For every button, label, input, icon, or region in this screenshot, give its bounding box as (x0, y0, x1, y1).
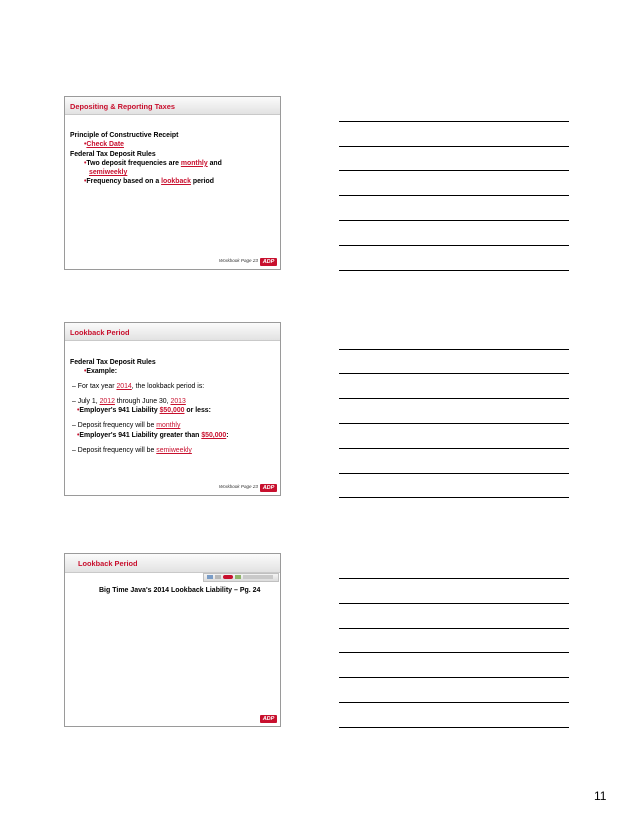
slide-title: Depositing & Reporting Taxes (70, 102, 175, 111)
note-line (339, 473, 569, 474)
note-line (339, 121, 569, 122)
note-line (339, 349, 569, 350)
amount-link: $50,000 (201, 431, 227, 439)
text-run: period (190, 178, 214, 186)
page-number: 11 (594, 789, 607, 803)
text-run: or less: (184, 407, 211, 415)
slide-line-continued (70, 168, 276, 177)
bullet-icon: • (77, 431, 80, 439)
slide-subline (70, 446, 276, 455)
text-run: through June 30, (114, 397, 171, 405)
note-line (339, 398, 569, 399)
slide-bullet-line (70, 140, 276, 149)
adp-logo: ADP (260, 715, 277, 723)
text-run: and (207, 159, 222, 167)
slide-text: Big Time Java's 2014 Lookback Liability – Pg. 24 (99, 587, 261, 594)
year-link: 2013 (170, 397, 186, 405)
bullet-icon: • (84, 368, 87, 376)
monthly-link: monthly (156, 422, 181, 430)
monthly-link: monthly (180, 159, 208, 167)
note-line (339, 578, 569, 579)
slide-bullet-line (70, 159, 276, 168)
note-line (339, 497, 569, 498)
note-line (339, 628, 569, 629)
year-link: 2012 (99, 397, 115, 405)
toolbar-icon (207, 575, 213, 579)
slide-header (65, 97, 280, 115)
lookback-link: lookback (161, 178, 191, 186)
workbook-reference: Workbook Page 23 (218, 258, 258, 263)
slide-bullet-line (70, 177, 276, 186)
bullet-icon: • (84, 159, 87, 167)
toolbar-icon (235, 575, 241, 579)
note-line (339, 270, 569, 271)
text-run: Employer's 941 Liability greater than (79, 431, 202, 439)
note-line (339, 245, 569, 246)
slide-line: Principle of Constructive Receipt (70, 132, 179, 139)
text-run: Employer's 941 Liability (79, 407, 160, 415)
text-run: Example: (86, 368, 118, 376)
note-line (339, 373, 569, 374)
slide-1 (64, 96, 281, 270)
bullet-icon: • (84, 141, 87, 149)
slide-2 (64, 322, 281, 496)
text-run: – For tax year (72, 382, 117, 390)
slide-line: Federal Tax Deposit Rules (70, 150, 156, 158)
text-run: : (226, 431, 229, 439)
note-line (339, 677, 569, 678)
bullet-icon: • (84, 178, 87, 186)
amount-link: $50,000 (159, 407, 185, 415)
adp-logo: ADP (260, 258, 277, 266)
toolbar-icon (215, 575, 221, 579)
check-date-link: Check Date (86, 141, 124, 149)
text-run: Two deposit frequencies are (86, 159, 181, 167)
note-line (339, 146, 569, 147)
year-link: 2014 (116, 382, 132, 390)
slide-title: Lookback Period (78, 559, 138, 568)
toolbar-icon (223, 575, 233, 579)
slide-bullet-line (70, 406, 276, 415)
note-line (339, 220, 569, 221)
slide-subline (70, 397, 276, 406)
note-line (339, 603, 569, 604)
embedded-toolbar (203, 573, 279, 582)
slide-3 (64, 553, 281, 727)
slide-body (70, 358, 276, 455)
slide-line: Federal Tax Deposit Rules (70, 359, 156, 366)
slide-subline (70, 382, 276, 391)
slide-bullet-line (70, 431, 276, 440)
slide-subline (70, 421, 276, 430)
slide-header (65, 554, 280, 573)
bullet-icon: • (77, 407, 80, 415)
workbook-reference: Workbook Page 23 (218, 484, 258, 489)
note-line (339, 195, 569, 196)
note-line (339, 702, 569, 703)
slide-body (70, 131, 276, 187)
slide-title: Lookback Period (70, 328, 130, 337)
note-line (339, 652, 569, 653)
slide-header (65, 323, 280, 341)
note-line (339, 423, 569, 424)
adp-logo: ADP (260, 484, 277, 492)
semiweekly-link: semiweekly (156, 447, 192, 455)
note-line (339, 170, 569, 171)
semiweekly-link: semiweekly (89, 169, 128, 177)
slide-bullet-line (70, 367, 276, 376)
note-line (339, 727, 569, 728)
toolbar-icon (243, 575, 273, 579)
text-run: – Deposit frequency will be (72, 422, 157, 430)
note-line (339, 448, 569, 449)
text-run: – Deposit frequency will be (72, 447, 157, 455)
text-run: , the lookback period is: (131, 382, 205, 390)
text-run: Frequency based on a (86, 178, 162, 186)
text-run: – July 1, (72, 397, 100, 405)
